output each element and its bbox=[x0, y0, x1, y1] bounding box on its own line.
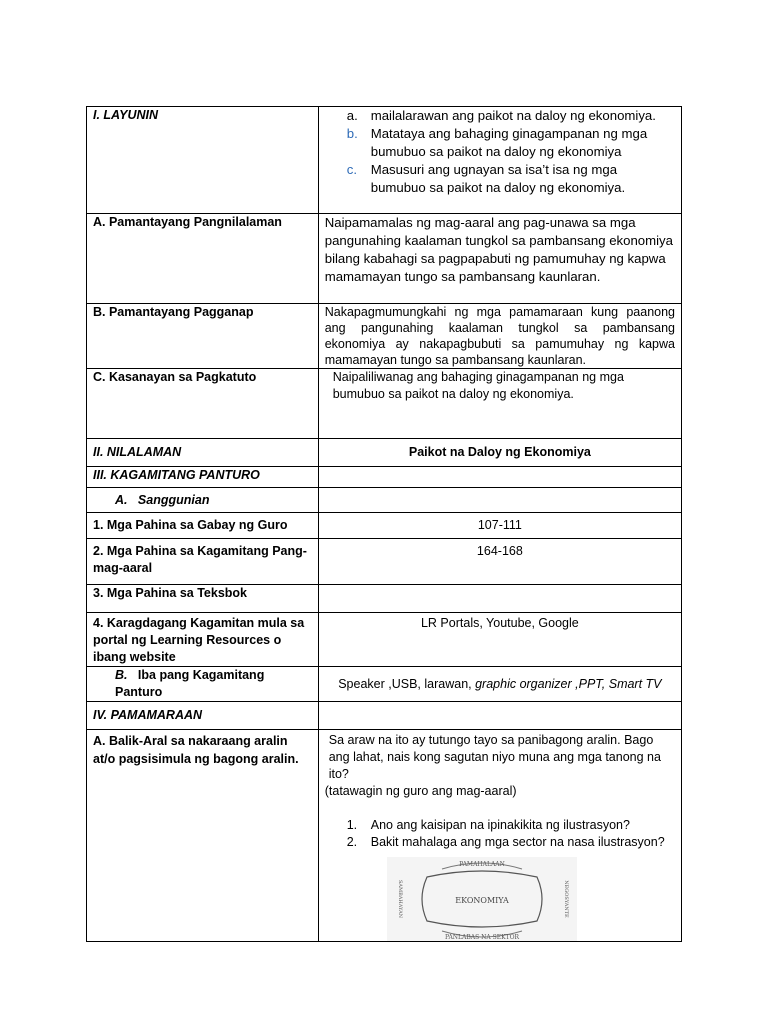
gabay-ng-guro-value: 107-111 bbox=[318, 513, 681, 539]
row-karagdagang-kagamitan bbox=[87, 613, 682, 667]
objective-item bbox=[325, 107, 675, 125]
row-gabay-ng-guro bbox=[87, 513, 682, 539]
balik-aral-intro: Sa araw na ito ay tutungo tayo sa panibagong aralin. Bago ang lahat, nais kong sagutan niyo muna ang mga tanong na ito? bbox=[328, 733, 661, 781]
row-kasanayan bbox=[87, 369, 682, 439]
sanggunian-text: Sanggunian bbox=[137, 492, 210, 507]
question-text: Ano ang kaisipan na ipinakikita ng ilustrasyon? bbox=[370, 818, 630, 832]
objective-marker: b. bbox=[346, 126, 358, 141]
balik-aral-label: A. Balik-Aral sa nakaraang aralin at/o pagsisimula ng bagong aralin. bbox=[87, 730, 319, 942]
questions-list bbox=[325, 817, 675, 851]
sanggunian-label bbox=[87, 488, 319, 513]
row-sanggunian bbox=[87, 488, 682, 513]
row-layunin bbox=[87, 107, 682, 214]
pamamaraan-value bbox=[318, 702, 681, 730]
diagram-left-label: SAMBAHAYAN bbox=[396, 879, 403, 919]
objective-item bbox=[325, 125, 675, 161]
diagram-bottom-label: PANLABAS NA SEKTOR bbox=[444, 934, 519, 941]
row-pamantayang-pagganap bbox=[87, 304, 682, 369]
diagram-right-label: NEGOSYANTE bbox=[562, 880, 569, 918]
row-pamantayang-pangnilalaman bbox=[87, 214, 682, 304]
iba-pang-kagamitan-label bbox=[87, 667, 319, 702]
nilalaman-value: Paikot na Daloy ng Ekonomiya bbox=[318, 439, 681, 467]
balik-aral-instruction: (tatawagin ng guro ang mag-aaral) bbox=[324, 784, 517, 798]
iba-pang-marker: B. bbox=[115, 668, 128, 682]
balik-aral-content bbox=[318, 730, 681, 942]
gabay-ng-guro-label: 1. Mga Pahina sa Gabay ng Guro bbox=[87, 513, 319, 539]
teksbok-label: 3. Mga Pahina sa Teksbok bbox=[87, 585, 319, 613]
row-nilalaman bbox=[87, 439, 682, 467]
kagamitang-pang-mag-aaral-label: 2. Mga Pahina sa Kagamitang Pang-mag-aaral bbox=[87, 539, 319, 585]
layunin-label: I. LAYUNIN bbox=[87, 107, 319, 214]
diagram-center-label: EKONOMIYA bbox=[454, 896, 509, 905]
pamantayang-pagganap-value: Nakapagmumungkahi ng mga pamamaraan kung paanong ang pangunahing kaalaman tungkol sa pambansang ekonomiya ay nakapagbubuti sa pamumuhay ng kapwa mamamayan tungo sa pambansang kaunlaran. bbox=[318, 304, 681, 369]
row-teksbok bbox=[87, 585, 682, 613]
question-item bbox=[325, 834, 675, 851]
objective-item bbox=[325, 161, 675, 197]
kagamitang-panturo-label: III. KAGAMITANG PANTURO bbox=[87, 467, 319, 488]
pamantayang-pagganap-label: B. Pamantayang Pagganap bbox=[87, 304, 319, 369]
pamantayang-pangnilalaman-value: Naipamamalas ng mag-aaral ang pag-unawa sa mga pangunahing kaalaman tungkol sa pambansang ekonomiya bilang kabahagi sa pagpapabuti ng pamumuhay ng kapwa mamamayan tungo sa pambansang kaunlaran. bbox=[318, 214, 681, 304]
objective-text: Matataya ang bahaging ginagampanan ng mga bumubuo sa paikot na daloy ng ekonomiya bbox=[370, 126, 648, 159]
iba-pang-value-plain: Speaker ,USB, larawan, bbox=[338, 676, 476, 691]
lesson-plan-table bbox=[86, 106, 682, 942]
pamantayang-pangnilalaman-label: A. Pamantayang Pangnilalaman bbox=[87, 214, 319, 304]
sanggunian-value bbox=[318, 488, 681, 513]
karagdagang-kagamitan-value: LR Portals, Youtube, Google bbox=[318, 613, 681, 667]
row-pamamaraan bbox=[87, 702, 682, 730]
row-kagamitang-pang-mag-aaral bbox=[87, 539, 682, 585]
objective-marker: a. bbox=[346, 108, 358, 123]
objective-marker: c. bbox=[346, 162, 357, 177]
question-item bbox=[325, 817, 675, 834]
kasanayan-value: Naipaliliwanag ang bahaging ginagampanan ng mga bumubuo sa paikot na daloy ng ekonomiya. bbox=[318, 369, 681, 439]
nilalaman-label: II. NILALAMAN bbox=[87, 439, 319, 467]
teksbok-value bbox=[318, 585, 681, 613]
row-balik-aral bbox=[87, 730, 682, 942]
circular-flow-diagram bbox=[387, 857, 577, 941]
iba-pang-kagamitan-value bbox=[318, 667, 681, 702]
layunin-objectives bbox=[318, 107, 681, 214]
question-marker: 2. bbox=[346, 835, 358, 849]
kagamitang-panturo-value bbox=[318, 467, 681, 488]
objectives-list bbox=[325, 107, 675, 197]
sanggunian-marker: A. bbox=[115, 492, 128, 507]
row-kagamitang-panturo bbox=[87, 467, 682, 488]
kagamitang-pang-mag-aaral-value: 164-168 bbox=[318, 539, 681, 585]
pamamaraan-label: IV. PAMAMARAAN bbox=[87, 702, 319, 730]
question-marker: 1. bbox=[346, 818, 358, 832]
karagdagang-kagamitan-label: 4. Karagdagang Kagamitan mula sa portal ng Learning Resources o ibang website bbox=[87, 613, 319, 667]
question-text: Bakit mahalaga ang mga sector na nasa ilustrasyon? bbox=[370, 835, 665, 849]
iba-pang-text: Iba pang Kagamitang Panturo bbox=[115, 668, 265, 699]
kasanayan-label: C. Kasanayan sa Pagkatuto bbox=[87, 369, 319, 439]
row-iba-pang-kagamitan bbox=[87, 667, 682, 702]
iba-pang-value-italic: graphic organizer ,PPT, Smart TV bbox=[475, 676, 662, 691]
objective-text: mailalarawan ang paikot na daloy ng ekonomiya. bbox=[370, 108, 656, 123]
diagram-top-label: PAMAHALAAN bbox=[458, 861, 505, 868]
objective-text: Masusuri ang ugnayan sa isa’t isa ng mga bumubuo sa paikot na daloy ng ekonomiya. bbox=[370, 162, 626, 195]
